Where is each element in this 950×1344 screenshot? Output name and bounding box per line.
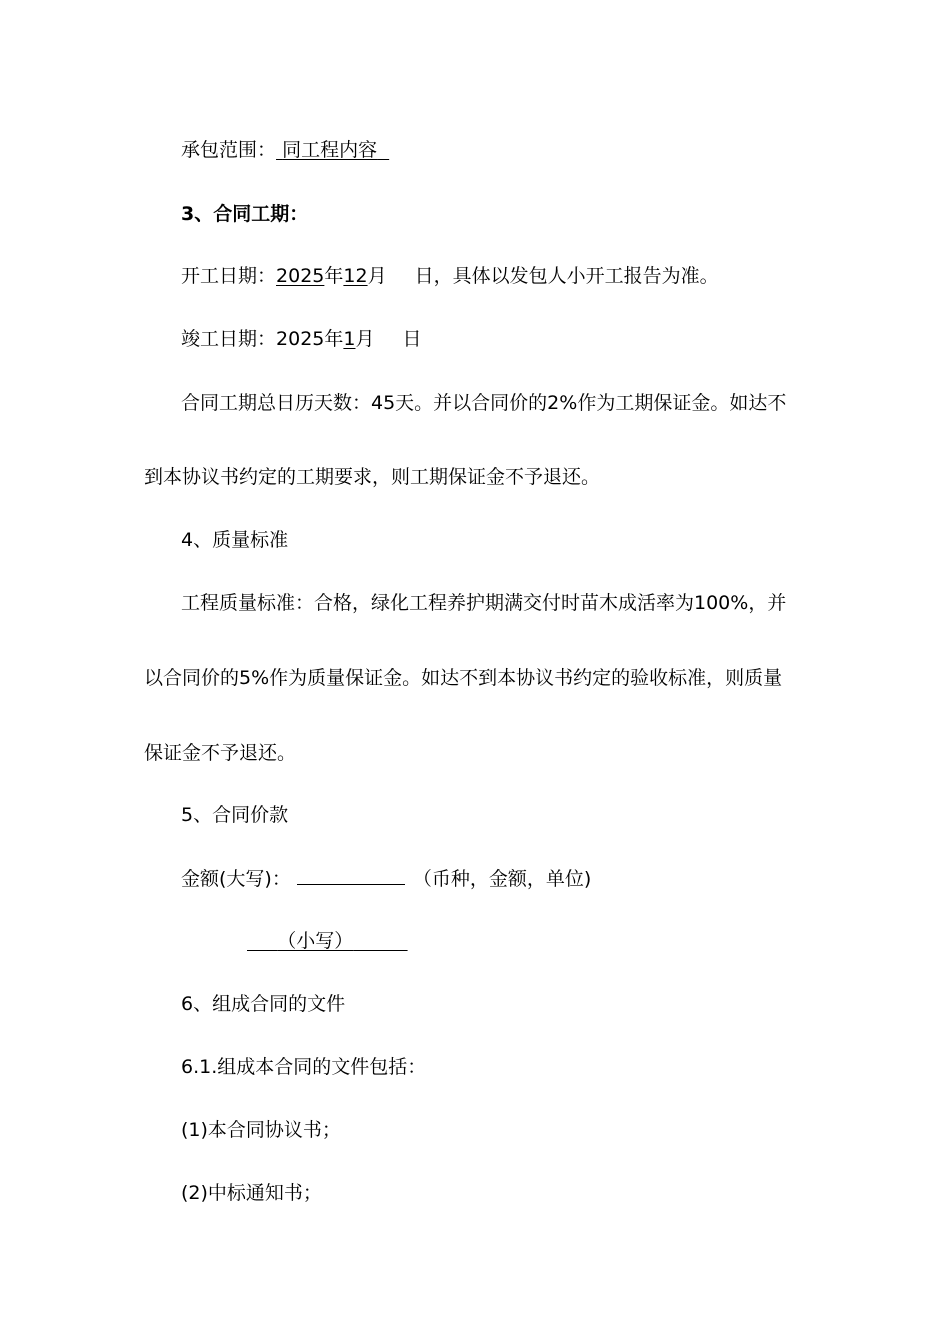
end-date-label: 竣工日期： xyxy=(181,328,277,350)
quality-line-1: 工程质量标准：合格，绿化工程养护期满交付时苗木成活率为100%，并 xyxy=(181,592,787,614)
start-month: 12 xyxy=(343,265,368,287)
docs-intro: 6.1.组成本合同的文件包括： xyxy=(181,1056,427,1078)
section-3-heading: 3、合同工期： xyxy=(181,203,309,225)
end-month-unit: 月 xyxy=(355,328,375,350)
amount-blank xyxy=(297,866,405,885)
section-6-heading: 6、组成合同的文件 xyxy=(181,993,346,1015)
start-date-line xyxy=(181,264,719,288)
small-amount-line xyxy=(247,929,408,953)
section-4-heading: 4、质量标准 xyxy=(181,529,289,551)
section-5-heading: 5、合同价款 xyxy=(181,804,289,826)
scope-line xyxy=(181,138,389,162)
duration-line-1: 合同工期总日历天数：45天。并以合同价的2%作为工期保证金。如达不 xyxy=(181,392,787,414)
scope-value: 同工程内容 xyxy=(282,139,378,161)
start-month-unit: 月 xyxy=(367,265,387,287)
start-date-label: 开工日期： xyxy=(181,265,277,287)
end-month: 1 xyxy=(343,328,356,350)
start-year-unit: 年 xyxy=(324,265,344,287)
quality-line-3: 保证金不予退还。 xyxy=(144,742,297,764)
small-amount-label: （小写） xyxy=(277,930,354,952)
docs-item-2: (2)中标通知书； xyxy=(181,1182,322,1204)
duration-line-2: 到本协议书约定的工期要求，则工期保证金不予退还。 xyxy=(144,466,601,488)
start-day-unit: 日，具体以发包人小开工报告为准。 xyxy=(414,265,719,287)
end-date-line xyxy=(181,327,422,351)
amount-label: 金额(大写)： xyxy=(181,868,291,890)
start-year: 2025 xyxy=(276,265,325,287)
end-day-unit: 日 xyxy=(402,328,422,350)
quality-line-2: 以合同价的5%作为质量保证金。如达不到本协议书约定的验收标准，则质量 xyxy=(144,667,783,689)
scope-label: 承包范围： xyxy=(181,139,277,161)
amount-note: （币种，金额，单位) xyxy=(412,868,592,890)
docs-item-1: (1)本合同协议书； xyxy=(181,1119,341,1141)
end-year-unit: 年 xyxy=(324,328,344,350)
amount-line xyxy=(181,866,591,891)
end-year: 2025 xyxy=(276,328,325,350)
